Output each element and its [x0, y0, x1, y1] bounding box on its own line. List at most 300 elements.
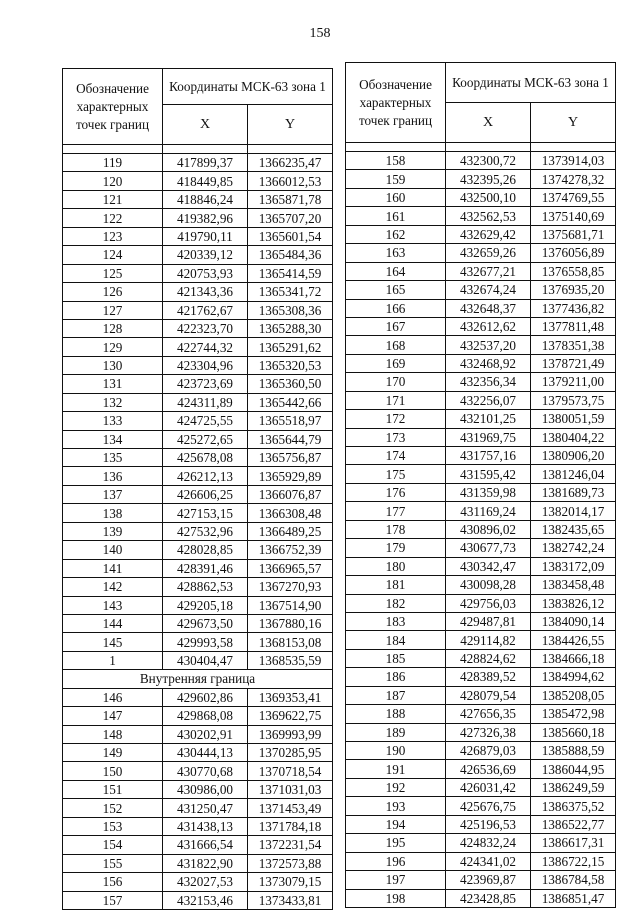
table-row — [346, 557, 616, 575]
y-coordinate-cell: 1365414,59 — [248, 264, 333, 282]
y-coordinate-cell: 1376935,20 — [531, 281, 616, 299]
table-row — [346, 225, 616, 243]
y-coordinate-cell: 1371031,03 — [248, 780, 333, 798]
table-row — [63, 744, 333, 762]
table-row — [63, 412, 333, 430]
point-id-cell: 187 — [346, 686, 446, 704]
x-coordinate-cell: 426031,42 — [446, 778, 531, 796]
x-coordinate-cell: 429114,82 — [446, 631, 531, 649]
point-id-cell: 143 — [63, 596, 163, 614]
point-id-cell: 151 — [63, 780, 163, 798]
y-coordinate-cell: 1384994,62 — [531, 668, 616, 686]
table-row — [63, 541, 333, 559]
x-coordinate-cell: 430770,68 — [163, 762, 248, 780]
y-coordinate-cell: 1380906,20 — [531, 447, 616, 465]
table-row — [63, 854, 333, 872]
y-coordinate-cell: 1385472,98 — [531, 705, 616, 723]
y-coordinate-cell: 1370285,95 — [248, 744, 333, 762]
y-coordinate-cell: 1372573,88 — [248, 854, 333, 872]
x-coordinate-cell: 427153,15 — [163, 504, 248, 522]
x-coordinate-cell: 418449,85 — [163, 172, 248, 190]
point-id-cell: 191 — [346, 760, 446, 778]
point-id-cell: 123 — [63, 227, 163, 245]
point-id-cell: 139 — [63, 522, 163, 540]
table-row — [346, 207, 616, 225]
y-coordinate-cell: 1386044,95 — [531, 760, 616, 778]
y-coordinate-cell: 1386722,15 — [531, 852, 616, 870]
x-coordinate-cell: 422744,32 — [163, 338, 248, 356]
x-coordinate-cell: 427532,96 — [163, 522, 248, 540]
y-coordinate-cell: 1366076,87 — [248, 485, 333, 503]
y-coordinate-cell: 1386784,58 — [531, 871, 616, 889]
y-coordinate-cell: 1366489,25 — [248, 522, 333, 540]
table-row — [63, 614, 333, 632]
point-id-cell: 125 — [63, 264, 163, 282]
table-row — [346, 520, 616, 538]
x-coordinate-cell: 423304,96 — [163, 356, 248, 374]
table-row — [346, 428, 616, 446]
point-id-cell: 150 — [63, 762, 163, 780]
table-row — [346, 778, 616, 796]
table-row — [346, 649, 616, 667]
y-coordinate-cell: 1379573,75 — [531, 391, 616, 409]
x-coordinate-cell: 432674,24 — [446, 281, 531, 299]
point-id-cell: 183 — [346, 612, 446, 630]
x-coordinate-cell: 420753,93 — [163, 264, 248, 282]
point-id-cell: 140 — [63, 541, 163, 559]
point-id-cell: 180 — [346, 557, 446, 575]
y-coordinate-cell: 1383458,48 — [531, 576, 616, 594]
point-id-cell: 174 — [346, 447, 446, 465]
table-row — [63, 301, 333, 319]
y-coordinate-cell: 1365308,36 — [248, 301, 333, 319]
point-id-cell: 197 — [346, 871, 446, 889]
table-row — [346, 373, 616, 391]
x-coordinate-cell: 418846,24 — [163, 190, 248, 208]
x-coordinate-cell: 432677,21 — [446, 262, 531, 280]
y-coordinate-cell: 1365320,53 — [248, 356, 333, 374]
y-coordinate-cell: 1380051,59 — [531, 410, 616, 428]
x-coordinate-cell: 424341,02 — [446, 852, 531, 870]
x-coordinate-cell: 432562,53 — [446, 207, 531, 225]
x-coordinate-cell: 432395,26 — [446, 170, 531, 188]
y-coordinate-cell: 1386375,52 — [531, 797, 616, 815]
x-coordinate-cell: 424725,55 — [163, 412, 248, 430]
table-row — [63, 430, 333, 448]
y-coordinate-cell: 1373433,81 — [248, 891, 333, 909]
table-row — [63, 596, 333, 614]
table-row — [63, 688, 333, 706]
table-row — [346, 281, 616, 299]
table-row — [346, 834, 616, 852]
table-row — [63, 707, 333, 725]
point-id-cell: 131 — [63, 375, 163, 393]
y-coordinate-cell: 1371784,18 — [248, 817, 333, 835]
point-id-cell: 141 — [63, 559, 163, 577]
point-id-cell: 135 — [63, 449, 163, 467]
header-x: X — [163, 105, 248, 145]
point-id-cell: 147 — [63, 707, 163, 725]
x-coordinate-cell: 432356,34 — [446, 373, 531, 391]
table-row — [346, 852, 616, 870]
point-id-cell: 172 — [346, 410, 446, 428]
point-id-cell: 154 — [63, 836, 163, 854]
y-coordinate-cell: 1369353,41 — [248, 688, 333, 706]
x-coordinate-cell: 423428,85 — [446, 889, 531, 907]
x-coordinate-cell: 431666,54 — [163, 836, 248, 854]
point-id-cell: 146 — [63, 688, 163, 706]
y-coordinate-cell: 1375681,71 — [531, 225, 616, 243]
table-row — [346, 336, 616, 354]
table-row — [346, 815, 616, 833]
table-row — [63, 338, 333, 356]
point-id-cell: 145 — [63, 633, 163, 651]
point-id-cell: 129 — [63, 338, 163, 356]
point-id-cell: 188 — [346, 705, 446, 723]
x-coordinate-cell: 429487,81 — [446, 612, 531, 630]
y-coordinate-cell: 1378721,49 — [531, 354, 616, 372]
point-id-cell: 166 — [346, 299, 446, 317]
x-coordinate-cell: 430202,91 — [163, 725, 248, 743]
header-coord-system: Координаты МСК-63 зона 1 — [446, 63, 616, 103]
point-id-cell: 120 — [63, 172, 163, 190]
y-coordinate-cell: 1374769,55 — [531, 188, 616, 206]
x-coordinate-cell: 432537,20 — [446, 336, 531, 354]
y-coordinate-cell: 1383172,09 — [531, 557, 616, 575]
y-coordinate-cell: 1382435,65 — [531, 520, 616, 538]
y-coordinate-cell: 1365341,72 — [248, 283, 333, 301]
x-coordinate-cell: 425676,75 — [446, 797, 531, 815]
y-coordinate-cell: 1376558,85 — [531, 262, 616, 280]
table-row — [346, 188, 616, 206]
table-row — [346, 170, 616, 188]
point-id-cell: 170 — [346, 373, 446, 391]
y-coordinate-cell: 1382014,17 — [531, 502, 616, 520]
point-id-cell: 192 — [346, 778, 446, 796]
x-coordinate-cell: 430677,73 — [446, 539, 531, 557]
point-id-cell: 164 — [346, 262, 446, 280]
y-coordinate-cell: 1365442,66 — [248, 393, 333, 411]
point-id-cell: 182 — [346, 594, 446, 612]
point-id-cell: 171 — [346, 391, 446, 409]
point-id-cell: 179 — [346, 539, 446, 557]
point-id-cell: 184 — [346, 631, 446, 649]
y-coordinate-cell: 1365756,87 — [248, 449, 333, 467]
x-coordinate-cell: 432300,72 — [446, 152, 531, 170]
x-coordinate-cell: 429205,18 — [163, 596, 248, 614]
x-coordinate-cell: 429673,50 — [163, 614, 248, 632]
point-id-cell: 194 — [346, 815, 446, 833]
table-row — [346, 705, 616, 723]
table-row — [346, 244, 616, 262]
point-id-cell: 176 — [346, 483, 446, 501]
table-row — [346, 299, 616, 317]
x-coordinate-cell: 426536,69 — [446, 760, 531, 778]
x-coordinate-cell: 431757,16 — [446, 447, 531, 465]
point-id-cell: 153 — [63, 817, 163, 835]
y-coordinate-cell: 1368535,59 — [248, 651, 333, 669]
x-coordinate-cell: 425678,08 — [163, 449, 248, 467]
x-coordinate-cell: 432101,25 — [446, 410, 531, 428]
y-coordinate-cell: 1365360,50 — [248, 375, 333, 393]
table-row — [346, 631, 616, 649]
point-id-cell: 149 — [63, 744, 163, 762]
x-coordinate-cell: 425196,53 — [446, 815, 531, 833]
section-label: Внутренняя граница — [63, 670, 333, 688]
x-coordinate-cell: 432648,37 — [446, 299, 531, 317]
x-coordinate-cell: 428028,85 — [163, 541, 248, 559]
x-coordinate-cell: 431595,42 — [446, 465, 531, 483]
point-id-cell: 165 — [346, 281, 446, 299]
y-coordinate-cell: 1384090,14 — [531, 612, 616, 630]
y-coordinate-cell: 1386851,47 — [531, 889, 616, 907]
point-id-cell: 173 — [346, 428, 446, 446]
table-row — [346, 612, 616, 630]
y-coordinate-cell: 1365288,30 — [248, 319, 333, 337]
point-id-cell: 142 — [63, 578, 163, 596]
table-row — [63, 264, 333, 282]
point-id-cell: 156 — [63, 873, 163, 891]
y-coordinate-cell: 1375140,69 — [531, 207, 616, 225]
y-coordinate-cell: 1376056,89 — [531, 244, 616, 262]
y-coordinate-cell: 1367880,16 — [248, 614, 333, 632]
table-row — [63, 246, 333, 264]
table-row — [63, 780, 333, 798]
y-coordinate-cell: 1366235,47 — [248, 154, 333, 172]
y-coordinate-cell: 1372231,54 — [248, 836, 333, 854]
point-id-cell: 160 — [346, 188, 446, 206]
table-row — [63, 522, 333, 540]
table-row — [63, 154, 333, 172]
x-coordinate-cell: 429756,03 — [446, 594, 531, 612]
point-id-cell: 1 — [63, 651, 163, 669]
y-coordinate-cell: 1365484,36 — [248, 246, 333, 264]
x-coordinate-cell: 426212,13 — [163, 467, 248, 485]
y-coordinate-cell: 1367514,90 — [248, 596, 333, 614]
x-coordinate-cell: 432659,26 — [446, 244, 531, 262]
point-id-cell: 124 — [63, 246, 163, 264]
table-row — [63, 393, 333, 411]
y-coordinate-cell: 1386617,31 — [531, 834, 616, 852]
point-id-cell: 121 — [63, 190, 163, 208]
table-row — [63, 891, 333, 909]
header-x: X — [446, 103, 531, 143]
point-id-cell: 189 — [346, 723, 446, 741]
x-coordinate-cell: 430098,28 — [446, 576, 531, 594]
y-coordinate-cell: 1377811,48 — [531, 317, 616, 335]
x-coordinate-cell: 430404,47 — [163, 651, 248, 669]
y-coordinate-cell: 1385888,59 — [531, 742, 616, 760]
x-coordinate-cell: 428391,46 — [163, 559, 248, 577]
table-row — [63, 172, 333, 190]
x-coordinate-cell: 428079,54 — [446, 686, 531, 704]
point-id-cell: 119 — [63, 154, 163, 172]
table-row — [63, 504, 333, 522]
table-row — [346, 465, 616, 483]
point-id-cell: 132 — [63, 393, 163, 411]
table-row — [346, 889, 616, 907]
point-id-cell: 126 — [63, 283, 163, 301]
point-id-cell: 155 — [63, 854, 163, 872]
header-y: Y — [531, 103, 616, 143]
y-coordinate-cell: 1369993,99 — [248, 725, 333, 743]
point-id-cell: 152 — [63, 799, 163, 817]
table-row — [346, 668, 616, 686]
y-coordinate-cell: 1365601,54 — [248, 227, 333, 245]
table-row — [346, 317, 616, 335]
x-coordinate-cell: 432612,62 — [446, 317, 531, 335]
table-row — [346, 483, 616, 501]
point-id-cell: 130 — [63, 356, 163, 374]
table-row — [346, 797, 616, 815]
table-row — [63, 356, 333, 374]
y-coordinate-cell: 1366752,39 — [248, 541, 333, 559]
header-point-label: Обозначение характерных точек границ — [346, 63, 446, 143]
x-coordinate-cell: 424311,89 — [163, 393, 248, 411]
point-id-cell: 148 — [63, 725, 163, 743]
table-row — [63, 762, 333, 780]
y-coordinate-cell: 1369622,75 — [248, 707, 333, 725]
table-row — [63, 873, 333, 891]
x-coordinate-cell: 419382,96 — [163, 209, 248, 227]
y-coordinate-cell: 1365644,79 — [248, 430, 333, 448]
point-id-cell: 185 — [346, 649, 446, 667]
y-coordinate-cell: 1386522,77 — [531, 815, 616, 833]
x-coordinate-cell: 430444,13 — [163, 744, 248, 762]
table-row — [346, 410, 616, 428]
x-coordinate-cell: 431969,75 — [446, 428, 531, 446]
x-coordinate-cell: 425272,65 — [163, 430, 248, 448]
point-id-cell: 133 — [63, 412, 163, 430]
point-id-cell: 136 — [63, 467, 163, 485]
header-coord-system: Координаты МСК-63 зона 1 — [163, 69, 333, 105]
table-row — [63, 209, 333, 227]
table-row — [346, 686, 616, 704]
point-id-cell: 127 — [63, 301, 163, 319]
y-coordinate-cell: 1374278,32 — [531, 170, 616, 188]
x-coordinate-cell: 430342,47 — [446, 557, 531, 575]
y-coordinate-cell: 1365871,78 — [248, 190, 333, 208]
point-id-cell: 177 — [346, 502, 446, 520]
table-row — [63, 449, 333, 467]
x-coordinate-cell: 419790,11 — [163, 227, 248, 245]
x-coordinate-cell: 430986,00 — [163, 780, 248, 798]
table-row — [63, 836, 333, 854]
table-row — [63, 651, 333, 669]
y-coordinate-cell: 1382742,24 — [531, 539, 616, 557]
y-coordinate-cell: 1365929,89 — [248, 467, 333, 485]
x-coordinate-cell: 430896,02 — [446, 520, 531, 538]
table-row — [346, 391, 616, 409]
point-id-cell: 159 — [346, 170, 446, 188]
table-row — [63, 817, 333, 835]
table-row — [346, 576, 616, 594]
table-row — [63, 799, 333, 817]
y-coordinate-cell: 1370718,54 — [248, 762, 333, 780]
point-id-cell: 162 — [346, 225, 446, 243]
x-coordinate-cell: 423969,87 — [446, 871, 531, 889]
y-coordinate-cell: 1365518,97 — [248, 412, 333, 430]
x-coordinate-cell: 421762,67 — [163, 301, 248, 319]
table-row — [346, 760, 616, 778]
y-coordinate-cell: 1377436,82 — [531, 299, 616, 317]
table-row — [63, 485, 333, 503]
table-row — [63, 375, 333, 393]
page-number: 158 — [309, 26, 331, 41]
x-coordinate-cell: 428824,62 — [446, 649, 531, 667]
table-row — [63, 227, 333, 245]
x-coordinate-cell: 432500,10 — [446, 188, 531, 206]
x-coordinate-cell: 431169,24 — [446, 502, 531, 520]
x-coordinate-cell: 432629,42 — [446, 225, 531, 243]
table-row — [346, 742, 616, 760]
y-coordinate-cell: 1373079,15 — [248, 873, 333, 891]
point-id-cell: 193 — [346, 797, 446, 815]
table-row — [346, 723, 616, 741]
x-coordinate-cell: 431438,13 — [163, 817, 248, 835]
x-coordinate-cell: 426879,03 — [446, 742, 531, 760]
header-y: Y — [248, 105, 333, 145]
y-coordinate-cell: 1385660,18 — [531, 723, 616, 741]
coordinates-table-right — [345, 62, 616, 908]
x-coordinate-cell: 432256,07 — [446, 391, 531, 409]
left-table-body — [63, 154, 333, 910]
x-coordinate-cell: 432027,53 — [163, 873, 248, 891]
x-coordinate-cell: 427656,35 — [446, 705, 531, 723]
point-id-cell: 137 — [63, 485, 163, 503]
y-coordinate-cell: 1381246,04 — [531, 465, 616, 483]
right-table-body — [346, 152, 616, 908]
point-id-cell: 158 — [346, 152, 446, 170]
y-coordinate-cell: 1385208,05 — [531, 686, 616, 704]
y-coordinate-cell: 1383826,12 — [531, 594, 616, 612]
table-row — [346, 354, 616, 372]
table-row — [63, 559, 333, 577]
point-id-cell: 168 — [346, 336, 446, 354]
table-row — [346, 262, 616, 280]
y-coordinate-cell: 1368153,08 — [248, 633, 333, 651]
y-coordinate-cell: 1371453,49 — [248, 799, 333, 817]
x-coordinate-cell: 432468,92 — [446, 354, 531, 372]
y-coordinate-cell: 1378351,38 — [531, 336, 616, 354]
point-id-cell: 128 — [63, 319, 163, 337]
table-row — [346, 539, 616, 557]
point-id-cell: 144 — [63, 614, 163, 632]
point-id-cell: 161 — [346, 207, 446, 225]
point-id-cell: 157 — [63, 891, 163, 909]
header-point-label: Обозначение характерных точек границ — [63, 69, 163, 145]
point-id-cell: 181 — [346, 576, 446, 594]
x-coordinate-cell: 422323,70 — [163, 319, 248, 337]
table-row — [63, 319, 333, 337]
x-coordinate-cell: 428389,52 — [446, 668, 531, 686]
y-coordinate-cell: 1373914,03 — [531, 152, 616, 170]
table-row — [346, 502, 616, 520]
point-id-cell: 195 — [346, 834, 446, 852]
x-coordinate-cell: 431822,90 — [163, 854, 248, 872]
x-coordinate-cell: 427326,38 — [446, 723, 531, 741]
y-coordinate-cell: 1381689,73 — [531, 483, 616, 501]
y-coordinate-cell: 1366308,48 — [248, 504, 333, 522]
y-coordinate-cell: 1384666,18 — [531, 649, 616, 667]
x-coordinate-cell: 420339,12 — [163, 246, 248, 264]
y-coordinate-cell: 1367270,93 — [248, 578, 333, 596]
table-row — [63, 283, 333, 301]
section-row — [63, 670, 333, 688]
x-coordinate-cell: 423723,69 — [163, 375, 248, 393]
y-coordinate-cell: 1365707,20 — [248, 209, 333, 227]
point-id-cell: 190 — [346, 742, 446, 760]
